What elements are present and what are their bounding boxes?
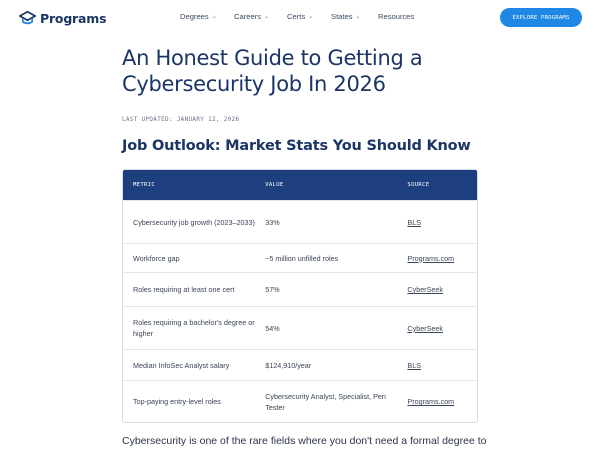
top-navigation-bar [0,0,600,35]
metric-cell: Median InfoSec Analyst salary [133,360,230,370]
chevron-down-icon: ⌄ [264,14,270,20]
nav-item-certs[interactable] [287,12,313,21]
value-cell: 57% [265,285,280,294]
metric-cell: Workforce gap [133,253,180,263]
nav-item-degrees[interactable] [180,12,217,21]
nav-item-label: Resources [378,12,415,21]
chevron-down-icon: ⌄ [308,14,314,20]
column-header-metric: METRIC [133,182,156,188]
metric-cell: Roles requiring a bachelor's degree or higher [133,318,255,338]
explore-programs-button[interactable]: EXPLORE PROGRAMS [500,8,582,27]
section-heading: Job Outlook: Market Stats You Should Know [122,138,471,154]
source-link[interactable]: Programs.com [407,253,455,263]
value-cell: $124,910/year [265,360,312,370]
table-header-row [123,170,477,200]
nav-item-states[interactable] [331,12,361,21]
column-header-source: SOURCE [407,182,430,188]
value-cell: ~5 million unfilled roles [265,253,339,263]
nav-item-label: Certs [287,12,306,21]
table-row [123,349,477,380]
column-header-value: VALUE [265,182,284,188]
metric-cell: Cybersecurity job growth (2023–2033) [133,217,255,227]
nav-item-resources[interactable] [378,12,414,21]
source-link[interactable]: Programs.com [407,397,455,406]
source-link[interactable]: CyberSeek [407,285,443,294]
value-cell: 54% [265,323,280,333]
last-updated-date: LAST UPDATED: JANUARY 12, 2026 [122,116,240,123]
metric-cell: Roles requiring at least one cert [133,285,235,294]
source-link[interactable]: BLS [407,217,421,227]
value-cell: Cybersecurity Analyst, Specialist, Pen Tester [265,391,386,412]
nav-item-label: Degrees [180,12,209,21]
table-row [123,306,477,349]
nav-item-careers[interactable] [234,12,269,21]
table-row [123,272,477,306]
intro-paragraph: Cybersecurity is one of the rare fields where you don't need a formal degree to [122,435,487,447]
page-title: An Honest Guide to Getting a Cybersecurity Job In 2026 [122,46,423,96]
metric-cell: Top-paying entry-level roles [133,397,221,406]
table-row [123,380,477,422]
source-link[interactable]: BLS [407,360,421,370]
source-link[interactable]: CyberSeek [407,323,443,333]
table-row [123,200,477,243]
value-cell: 33% [265,217,280,227]
market-stats-table [122,169,478,423]
nav-item-label: States [331,12,353,21]
nav-item-label: Careers [234,12,262,21]
brand-name: Programs [40,10,107,26]
table-row [123,243,477,272]
chevron-down-icon: ⌄ [355,14,361,20]
chevron-down-icon: ⌄ [211,14,217,20]
